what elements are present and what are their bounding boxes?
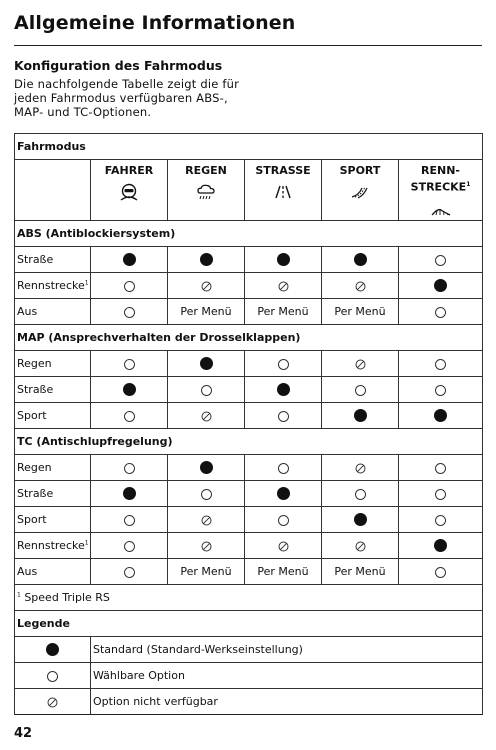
default-setting-icon	[123, 253, 136, 266]
section-heading: Konfiguration des Fahrmodus	[14, 58, 223, 73]
intro-paragraph: Die nachfolgende Tabelle zeigt die für jeden Fahrmodus verfügbaren ABS-, MAP- und TC-Optionen.	[14, 77, 240, 119]
table-cell	[91, 273, 168, 299]
cell-text: Per Menü	[257, 565, 309, 578]
legend-symbol-cell	[15, 663, 91, 689]
legend-not-available-icon	[47, 697, 58, 708]
rider-icon	[118, 183, 140, 201]
mode-label-text: FAHRER	[104, 164, 154, 177]
row-label	[15, 507, 91, 533]
table-cell	[322, 507, 399, 533]
mode-label	[324, 164, 396, 178]
table-cell	[399, 481, 483, 507]
not-available-icon	[355, 281, 366, 292]
default-setting-icon	[123, 487, 136, 500]
default-setting-icon	[200, 461, 213, 474]
table-cell	[91, 377, 168, 403]
cell-text: Per Menü	[334, 305, 386, 318]
table-cell	[322, 247, 399, 273]
selectable-option-icon	[278, 359, 289, 370]
footnote-cell	[15, 585, 483, 611]
table-cell	[245, 273, 322, 299]
selectable-option-icon	[278, 463, 289, 474]
table-row	[15, 533, 483, 559]
legend-text: Wählbare Option	[91, 663, 483, 689]
selectable-option-icon	[124, 541, 135, 552]
mode-header-cell	[322, 160, 399, 221]
default-setting-icon	[354, 409, 367, 422]
table-cell	[245, 299, 322, 325]
row-label-text: Aus	[17, 565, 38, 578]
row-label-text: Sport	[17, 513, 47, 526]
mode-label	[93, 164, 165, 178]
legend-row	[15, 637, 483, 663]
mode-label-text: SPORT	[339, 164, 381, 177]
table-row	[15, 377, 483, 403]
table-cell	[399, 559, 483, 585]
selectable-option-icon	[124, 463, 135, 474]
table-row	[15, 273, 483, 299]
table-row	[15, 559, 483, 585]
mode-header-cell	[168, 160, 245, 221]
legend-selectable-option-icon	[47, 671, 58, 682]
table-cell	[168, 351, 245, 377]
table-cell	[322, 481, 399, 507]
selectable-option-icon	[355, 385, 366, 396]
table-cell	[91, 533, 168, 559]
footnote-marker: 1	[466, 181, 471, 188]
selectable-option-icon	[435, 567, 446, 578]
selectable-option-icon	[278, 411, 289, 422]
default-setting-icon	[434, 539, 447, 552]
default-setting-icon	[434, 409, 447, 422]
table-cell	[399, 273, 483, 299]
mode-header-cell	[399, 160, 483, 221]
legend-text: Option nicht verfügbar	[91, 689, 483, 715]
not-available-icon	[201, 281, 212, 292]
row-label-text: Rennstrecke	[17, 279, 85, 292]
selectable-option-icon	[124, 567, 135, 578]
legend-symbol-cell	[15, 637, 91, 663]
selectable-option-icon	[435, 463, 446, 474]
selectable-option-icon	[201, 385, 212, 396]
selectable-option-icon	[435, 359, 446, 370]
table-cell	[322, 351, 399, 377]
table-cell	[91, 351, 168, 377]
footnote-marker: 1	[17, 591, 21, 599]
table-cell	[322, 455, 399, 481]
header-divider	[14, 45, 482, 46]
selectable-option-icon	[435, 307, 446, 318]
road-icon	[272, 183, 294, 201]
section-title: MAP (Ansprechverhalten der Drosselklappen)	[15, 325, 483, 351]
table-cell	[399, 377, 483, 403]
selectable-option-icon	[124, 281, 135, 292]
not-available-icon	[201, 541, 212, 552]
mode-label	[401, 164, 480, 195]
table-cell	[91, 403, 168, 429]
mode-label-text: RENN- STRECKE	[410, 164, 467, 194]
table-cell	[168, 377, 245, 403]
page-number: 42	[14, 726, 33, 741]
selectable-option-icon	[124, 359, 135, 370]
table-cell	[399, 533, 483, 559]
rain-cloud-icon	[195, 183, 217, 201]
selectable-option-icon	[355, 489, 366, 500]
cell-text: Per Menü	[334, 565, 386, 578]
not-available-icon	[355, 463, 366, 474]
mode-label	[170, 164, 242, 178]
row-label-text: Regen	[17, 461, 52, 474]
table-title: Fahrmodus	[15, 134, 483, 160]
default-setting-icon	[354, 253, 367, 266]
table-cell	[322, 403, 399, 429]
row-label-text: Straße	[17, 253, 54, 266]
selectable-option-icon	[435, 385, 446, 396]
row-label	[15, 377, 91, 403]
selectable-option-icon	[278, 515, 289, 526]
row-label-text: Rennstrecke	[17, 539, 85, 552]
default-setting-icon	[354, 513, 367, 526]
mode-header-cell	[91, 160, 168, 221]
table-cell	[245, 507, 322, 533]
not-available-icon	[355, 541, 366, 552]
row-label	[15, 351, 91, 377]
table-cell	[91, 507, 168, 533]
default-setting-icon	[434, 279, 447, 292]
footnote-marker: 1	[84, 279, 89, 287]
table-cell	[245, 403, 322, 429]
track-flag-icon	[430, 200, 452, 218]
row-label	[15, 481, 91, 507]
cell-text: Per Menü	[257, 305, 309, 318]
table-cell	[91, 299, 168, 325]
cell-text: Per Menü	[180, 305, 232, 318]
mode-label	[247, 164, 319, 178]
mode-header-row	[15, 160, 483, 221]
legend-default-setting-icon	[46, 643, 59, 656]
legend-title: Legende	[15, 611, 483, 637]
table-row	[15, 299, 483, 325]
table-cell	[168, 455, 245, 481]
footnote-text: Speed Triple RS	[24, 591, 110, 604]
legend-symbol-cell	[15, 689, 91, 715]
default-setting-icon	[200, 253, 213, 266]
table-cell	[322, 533, 399, 559]
mode-label-text: REGEN	[185, 164, 227, 177]
row-label	[15, 299, 91, 325]
selectable-option-icon	[435, 515, 446, 526]
not-available-icon	[201, 411, 212, 422]
mode-label-text: STRASSE	[255, 164, 311, 177]
drive-mode-table	[14, 133, 483, 715]
row-label-text: Straße	[17, 487, 54, 500]
table-cell	[168, 533, 245, 559]
table-cell	[168, 299, 245, 325]
row-label	[15, 455, 91, 481]
table-cell	[91, 455, 168, 481]
row-label	[15, 559, 91, 585]
footnote-marker: 1	[84, 539, 89, 547]
not-available-icon	[201, 515, 212, 526]
not-available-icon	[355, 359, 366, 370]
table-cell	[322, 273, 399, 299]
default-setting-icon	[277, 487, 290, 500]
table-row	[15, 247, 483, 273]
footer-divider	[14, 714, 482, 715]
default-setting-icon	[200, 357, 213, 370]
table-cell	[245, 533, 322, 559]
sport-curve-icon	[349, 183, 371, 201]
table-cell	[168, 273, 245, 299]
table-cell	[91, 559, 168, 585]
row-label-text: Sport	[17, 409, 47, 422]
table-cell	[245, 247, 322, 273]
table-cell	[399, 299, 483, 325]
table-cell	[322, 377, 399, 403]
table-cell	[168, 481, 245, 507]
default-setting-icon	[277, 383, 290, 396]
table-cell	[399, 507, 483, 533]
row-label	[15, 533, 91, 559]
mode-header-cell	[245, 160, 322, 221]
table-cell	[168, 559, 245, 585]
table-cell	[91, 247, 168, 273]
legend-row	[15, 689, 483, 715]
default-setting-icon	[123, 383, 136, 396]
selectable-option-icon	[435, 255, 446, 266]
not-available-icon	[278, 541, 289, 552]
legend-row	[15, 663, 483, 689]
table-row	[15, 455, 483, 481]
table-row	[15, 481, 483, 507]
row-label	[15, 273, 91, 299]
table-cell	[322, 559, 399, 585]
table-cell	[245, 377, 322, 403]
default-setting-icon	[277, 253, 290, 266]
section-title: TC (Antischlupfregelung)	[15, 429, 483, 455]
not-available-icon	[278, 281, 289, 292]
table-row	[15, 351, 483, 377]
cell-text: Per Menü	[180, 565, 232, 578]
table-row	[15, 403, 483, 429]
table-row	[15, 507, 483, 533]
selectable-option-icon	[124, 411, 135, 422]
legend-text: Standard (Standard-Werkseinstellung)	[91, 637, 483, 663]
row-label-text: Straße	[17, 383, 54, 396]
table-cell	[245, 351, 322, 377]
selectable-option-icon	[435, 489, 446, 500]
selectable-option-icon	[124, 515, 135, 526]
section-title: ABS (Antiblockiersystem)	[15, 221, 483, 247]
page-title: Allgemeine Informationen	[14, 12, 296, 34]
row-label	[15, 403, 91, 429]
header-corner-cell	[15, 160, 91, 221]
row-label-text: Regen	[17, 357, 52, 370]
row-label	[15, 247, 91, 273]
table-cell	[168, 507, 245, 533]
table-cell	[245, 559, 322, 585]
table-cell	[168, 247, 245, 273]
table-cell	[168, 403, 245, 429]
selectable-option-icon	[124, 307, 135, 318]
table-cell	[399, 247, 483, 273]
table-cell	[399, 351, 483, 377]
table-cell	[399, 403, 483, 429]
table-cell	[399, 455, 483, 481]
row-label-text: Aus	[17, 305, 38, 318]
table-cell	[322, 299, 399, 325]
table-cell	[245, 455, 322, 481]
table-cell	[245, 481, 322, 507]
table-cell	[91, 481, 168, 507]
selectable-option-icon	[201, 489, 212, 500]
